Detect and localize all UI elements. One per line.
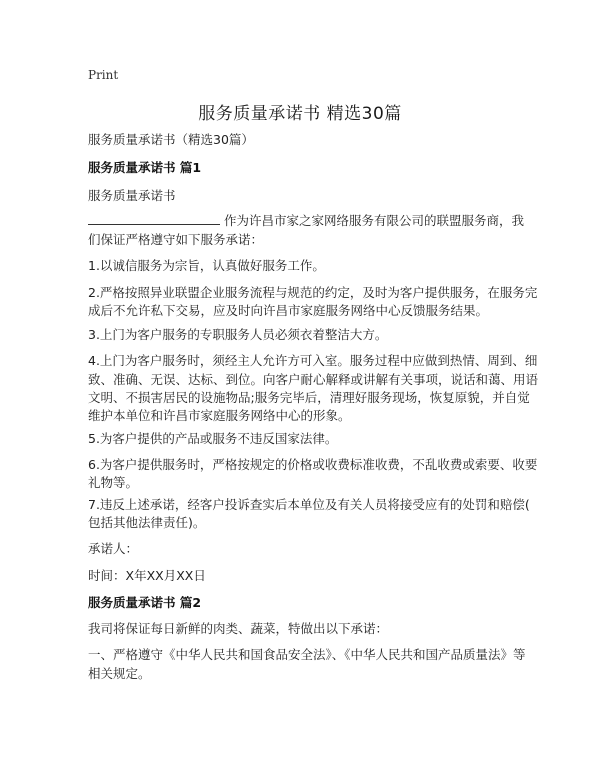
section1-title: 服务质量承诺书: [88, 188, 176, 203]
section2-item1-line1: 一、严格遵守《中华人民共和国食品安全法》、《中华人民共和国产品质量法》等: [88, 647, 526, 662]
blank-underline: [88, 210, 220, 225]
section1-item6-line1: 6.为客户提供服务时，严格按规定的价格或收费标准收费，不乱收费或索要、收要: [88, 457, 538, 472]
document-title: 服务质量承诺书 精选30篇: [198, 104, 402, 124]
section1-item3: 3.上门为客户服务的专职服务人员必须衣着整洁大方。: [88, 327, 388, 342]
section2-intro: 我司将保证每日新鲜的肉类、蔬菜，特做出以下承诺：: [88, 621, 389, 636]
section1-item4-line2: 致、准确、无误、达标、到位。向客户耐心解释或讲解有关事项，说话和蔼、用语: [88, 372, 539, 387]
section2-item1-line2: 相关规定。: [88, 666, 151, 681]
section1-item4-line1: 4.上门为客户服务时，须经主人允许方可入室。服务过程中应做到热情、周到、细: [88, 353, 538, 368]
section1-item6-line2: 礼物等。: [88, 475, 139, 490]
section1-intro-line1: [88, 210, 525, 231]
section1-item1: 1.以诚信服务为宗旨，认真做好服务工作。: [88, 258, 325, 273]
section1-intro-line2: 们保证严格遵守如下服务承诺：: [88, 232, 264, 247]
section1-heading: 服务质量承诺书 篇1: [88, 160, 202, 175]
section1-promisor: 承诺人：: [88, 541, 139, 556]
section1-item2-line2: 成后不允许私下交易，应及时向许昌市家庭服务网络中心反馈服务结果。: [88, 303, 489, 318]
section1-item4-line3: 文明、不损害居民的设施物品;服务完毕后，清理好服务现场，恢复原貌，并自觉: [88, 390, 530, 405]
section1-item5: 5.为客户提供的产品或服务不违反国家法律。: [88, 431, 338, 446]
section2-heading: 服务质量承诺书 篇2: [88, 595, 202, 610]
print-label: Print: [88, 68, 119, 82]
section1-item4-line4: 维护本单位和许昌市家庭服务网络中心的形象。: [88, 408, 351, 423]
document-subtitle: 服务质量承诺书（精选30篇）: [88, 132, 254, 147]
section1-date: 时间：X年XX月XX日: [88, 568, 206, 583]
section1-item7-line1: 7.违反上述承诺，经客户投诉查实后本单位及有关人员将接受应有的处罚和赔偿(: [88, 497, 530, 512]
intro-text: 作为许昌市家之家网络服务有限公司的联盟服务商，我: [224, 213, 525, 228]
section1-item2-line1: 2.严格按照异业联盟企业服务流程与规范的约定，及时为客户提供服务，在服务完: [88, 285, 538, 300]
section1-item7-line2: 包括其他法律责任)。: [88, 515, 206, 530]
